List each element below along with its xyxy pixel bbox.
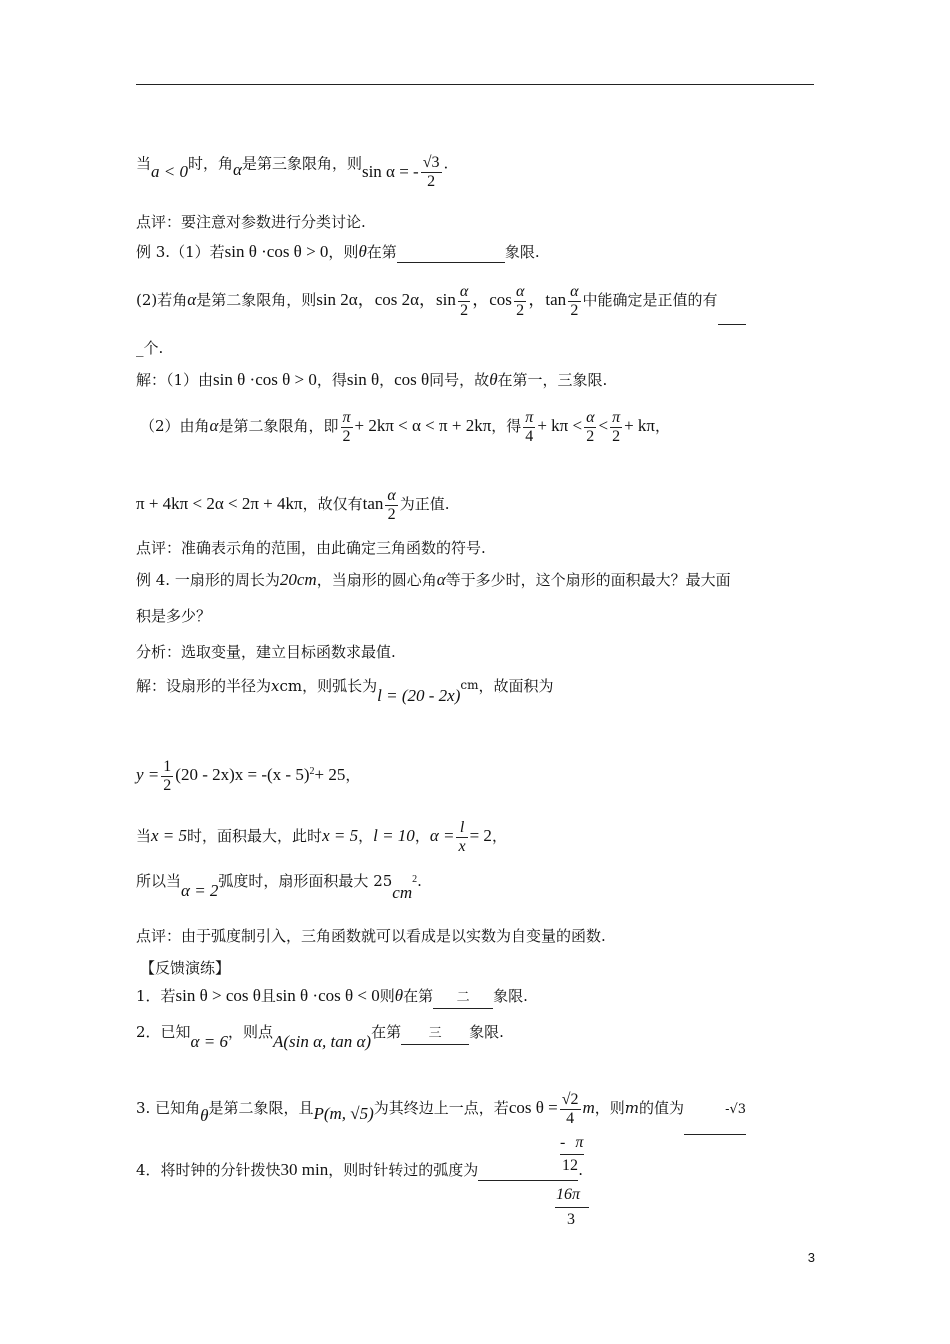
numerator: π <box>525 408 534 426</box>
conclusion <box>136 868 422 902</box>
math-arc-length: l = (20 - 2x) <box>377 686 461 705</box>
question-4 <box>136 1160 583 1181</box>
denominator: 2 <box>458 301 470 320</box>
answer: 二 <box>456 990 470 1005</box>
unit: cm <box>460 678 479 692</box>
answer: -√3 <box>725 1102 747 1117</box>
text: . <box>443 154 449 173</box>
text: 是第三象限角，则 <box>241 154 362 173</box>
text: 弧度时，扇形面积最大 25 <box>218 872 393 890</box>
math-alpha: α <box>209 416 219 435</box>
fraction <box>560 1091 581 1128</box>
math: sin 2α，cos 2α，sin <box>316 290 456 309</box>
text: 3. 已知角 <box>136 1099 201 1117</box>
numerator: α <box>586 408 595 426</box>
text: 在第 <box>371 1023 402 1041</box>
text: 象限. <box>493 987 528 1005</box>
text: cm，则弧长为 <box>279 677 378 695</box>
question-2 <box>136 1022 504 1051</box>
math-point-a: A(sin α, tan α) <box>272 1032 372 1051</box>
fraction <box>341 409 353 446</box>
fraction <box>458 283 470 320</box>
text: 是第二象限，且 <box>208 1099 314 1117</box>
fraction <box>568 283 580 320</box>
answer-blank <box>478 1160 578 1181</box>
text: 中能确定是正值的有 <box>582 291 718 309</box>
fraction <box>584 409 596 446</box>
text: （2）由角 <box>140 417 210 435</box>
numerator: √2 <box>561 1090 579 1108</box>
numerator: √3 <box>422 154 440 171</box>
tail-fraction-bar <box>555 1207 589 1208</box>
numerator: π <box>342 408 351 426</box>
minus-sign: - <box>560 1134 566 1151</box>
math-theta: θ <box>358 242 367 261</box>
denominator: 2 <box>610 427 622 446</box>
fraction <box>514 283 526 320</box>
text: ，则点 <box>227 1023 273 1041</box>
comment-3: 点评：由于弧度制引入，三角函数就可以看成是以实数为自变量的函数. <box>136 927 606 945</box>
text: 当 <box>136 154 152 173</box>
denominator: 2 <box>514 301 526 320</box>
question-1 <box>136 986 528 1009</box>
math: sin θ ·cos θ > 0 <box>213 370 317 389</box>
math: sin θ ·cos θ < 0 <box>275 986 380 1005</box>
math: α = <box>429 826 455 845</box>
text: ，故面积为 <box>478 677 554 695</box>
denominator: 4 <box>523 427 535 446</box>
math: + kπ <box>624 416 656 435</box>
math: cos θ <box>394 370 430 389</box>
example-4-cont: 积是多少？ <box>136 607 212 625</box>
math-x: x <box>271 677 280 695</box>
answer-blank <box>718 276 746 325</box>
when-max <box>136 812 507 860</box>
math: < <box>598 416 609 435</box>
denominator: 2 <box>385 505 397 524</box>
text: ，当扇形的圆心角 <box>316 571 437 589</box>
text: 在第一，三象限. <box>497 371 608 389</box>
solution-part-2 <box>140 402 670 450</box>
numerator: α <box>570 282 579 300</box>
text: ，则 <box>594 1099 625 1117</box>
text: 象限. <box>504 243 540 261</box>
text: 当 <box>136 827 152 845</box>
math: α = 6 <box>190 1032 228 1051</box>
text: 在第 <box>366 243 397 261</box>
numerator: α <box>515 282 525 300</box>
math: l = 10 <box>373 826 415 845</box>
text: 所以当 <box>136 872 182 890</box>
math: y = <box>136 765 160 784</box>
math: + 2kπ < α < π + 2kπ <box>354 416 492 435</box>
analysis: 分析：选取变量，建立目标函数求最值. <box>136 643 396 661</box>
math-alpha: α <box>187 290 197 309</box>
line-case-a-negative <box>136 146 449 190</box>
math: sin θ ·cos θ > 0 <box>224 242 329 261</box>
math-alpha: α <box>233 159 242 179</box>
math: π + 4kπ < 2α < 2π + 4kπ <box>136 494 303 513</box>
math: m <box>582 1098 595 1117</box>
text: 4．将时钟的分针拨快 <box>136 1161 281 1179</box>
q4-answer-fraction-bar <box>560 1154 584 1155</box>
text: . <box>417 872 422 890</box>
fraction <box>610 409 622 446</box>
example-3-part-2 <box>136 276 746 325</box>
text: 2．已知 <box>136 1023 191 1041</box>
math: (20 - 2x)x = -(x - 5) <box>175 765 310 784</box>
math: 20cm <box>279 570 317 589</box>
solution-part-1 <box>136 370 607 390</box>
text: ， <box>655 417 671 435</box>
exponent: 2 <box>309 766 315 777</box>
text: (2)若角 <box>136 291 188 309</box>
text: 为正值. <box>399 495 450 513</box>
denominator: 2 <box>163 776 172 794</box>
example-3-part-1 <box>136 242 540 263</box>
denominator: 2 <box>584 427 596 446</box>
area-formula <box>136 748 360 799</box>
fraction <box>161 758 173 795</box>
math: sin θ > cos θ <box>175 986 261 1005</box>
math: x = 5 <box>151 826 188 845</box>
math: ，tan <box>528 290 567 309</box>
denominator: x <box>458 837 466 855</box>
text: 等于多少时，这个扇形的面积最大？最大面 <box>445 571 731 589</box>
text: 同号，故 <box>429 371 490 389</box>
math: sin θ <box>346 370 380 389</box>
answer: 三 <box>428 1026 442 1041</box>
text: ， <box>414 827 430 845</box>
numerator: α <box>459 282 469 300</box>
answer-blank <box>433 986 493 1009</box>
math-theta: θ <box>200 1106 209 1125</box>
text: 解：（1）由 <box>136 371 214 389</box>
q4-answer-denominator: 12 <box>562 1157 578 1174</box>
text: 例 4. 一扇形的周长为 <box>136 571 280 589</box>
text: 则 <box>379 987 395 1005</box>
math-alpha: α <box>436 570 446 589</box>
numerator: l <box>459 818 465 836</box>
answer-blank <box>401 1022 469 1045</box>
text: ， <box>358 827 374 845</box>
math-condition: a < 0 <box>151 161 188 181</box>
text: 解：设扇形的半径为 <box>136 677 272 695</box>
text: ， <box>491 827 507 845</box>
math: 30 min <box>280 1160 329 1179</box>
q4-answer-numerator <box>560 1134 583 1152</box>
text: 在第 <box>403 987 434 1005</box>
math-unit: cm <box>392 883 413 902</box>
text: 是第二象限角，即 <box>218 417 339 435</box>
text: ，则时针转过的弧度为 <box>328 1161 479 1179</box>
text: ，故仅有 <box>302 495 363 513</box>
feedback-heading: 【反馈演练】 <box>140 959 231 977</box>
math-point-p: P(m, √5) <box>313 1104 374 1123</box>
solution-part-2-cont <box>136 480 450 528</box>
math: α = 2 <box>181 881 219 900</box>
math: tan <box>362 494 384 513</box>
math: + 25 <box>314 765 346 784</box>
denominator: 2 <box>568 301 580 320</box>
text: 时，角 <box>188 154 234 173</box>
fraction <box>523 409 535 446</box>
fraction <box>385 487 397 524</box>
header-rule <box>136 84 814 85</box>
text: 1．若 <box>136 987 176 1005</box>
text: . <box>578 1161 584 1179</box>
text: 且 <box>260 987 276 1005</box>
answer-blank <box>397 242 505 263</box>
math: = 2 <box>469 826 492 845</box>
text: 例 3.（1）若 <box>136 243 225 261</box>
numerator: π <box>575 1134 584 1151</box>
math-sin: sin α = - <box>361 161 419 181</box>
numerator: α <box>387 486 396 504</box>
text: 是第二象限角，则 <box>196 291 317 309</box>
math: cos θ = <box>508 1098 558 1117</box>
text: 的值为 <box>639 1099 685 1117</box>
math-theta: θ <box>394 986 404 1005</box>
denominator: 2 <box>341 427 353 446</box>
text: ， <box>345 766 361 784</box>
comment-2: 点评：准确表示角的范围，由此确定三角函数的符号. <box>136 539 486 557</box>
example-3-part-2-cont: _个. <box>136 339 164 357</box>
math: + kπ < <box>537 416 583 435</box>
numerator: π <box>612 408 621 426</box>
question-3 <box>136 1084 746 1135</box>
tail-fraction-denominator: 3 <box>567 1211 575 1228</box>
numerator: 1 <box>163 757 172 775</box>
solution-4 <box>136 676 554 705</box>
text: ， <box>379 371 395 389</box>
fraction <box>456 819 467 856</box>
text: ，得 <box>491 417 522 435</box>
tail-fraction-numerator: 16π <box>556 1186 581 1203</box>
math: x = 5 <box>322 826 359 845</box>
fraction <box>421 154 442 191</box>
denominator: 4 <box>560 1109 581 1128</box>
text: 为其终边上一点，若 <box>373 1099 509 1117</box>
comment-1: 点评：要注意对参数进行分类讨论. <box>136 213 366 231</box>
text: 象限. <box>469 1023 504 1041</box>
text: ，则 <box>328 243 359 261</box>
answer-blank <box>684 1084 746 1135</box>
math: m <box>624 1099 640 1117</box>
text: 时，面积最大，此时 <box>187 827 323 845</box>
exponent: 2 <box>412 874 418 885</box>
text: ，得 <box>316 371 347 389</box>
example-4 <box>136 570 731 590</box>
math: ，cos <box>472 290 512 309</box>
math-theta: θ <box>489 370 498 389</box>
page-number: 3 <box>807 1250 815 1265</box>
denominator: 2 <box>421 172 442 191</box>
